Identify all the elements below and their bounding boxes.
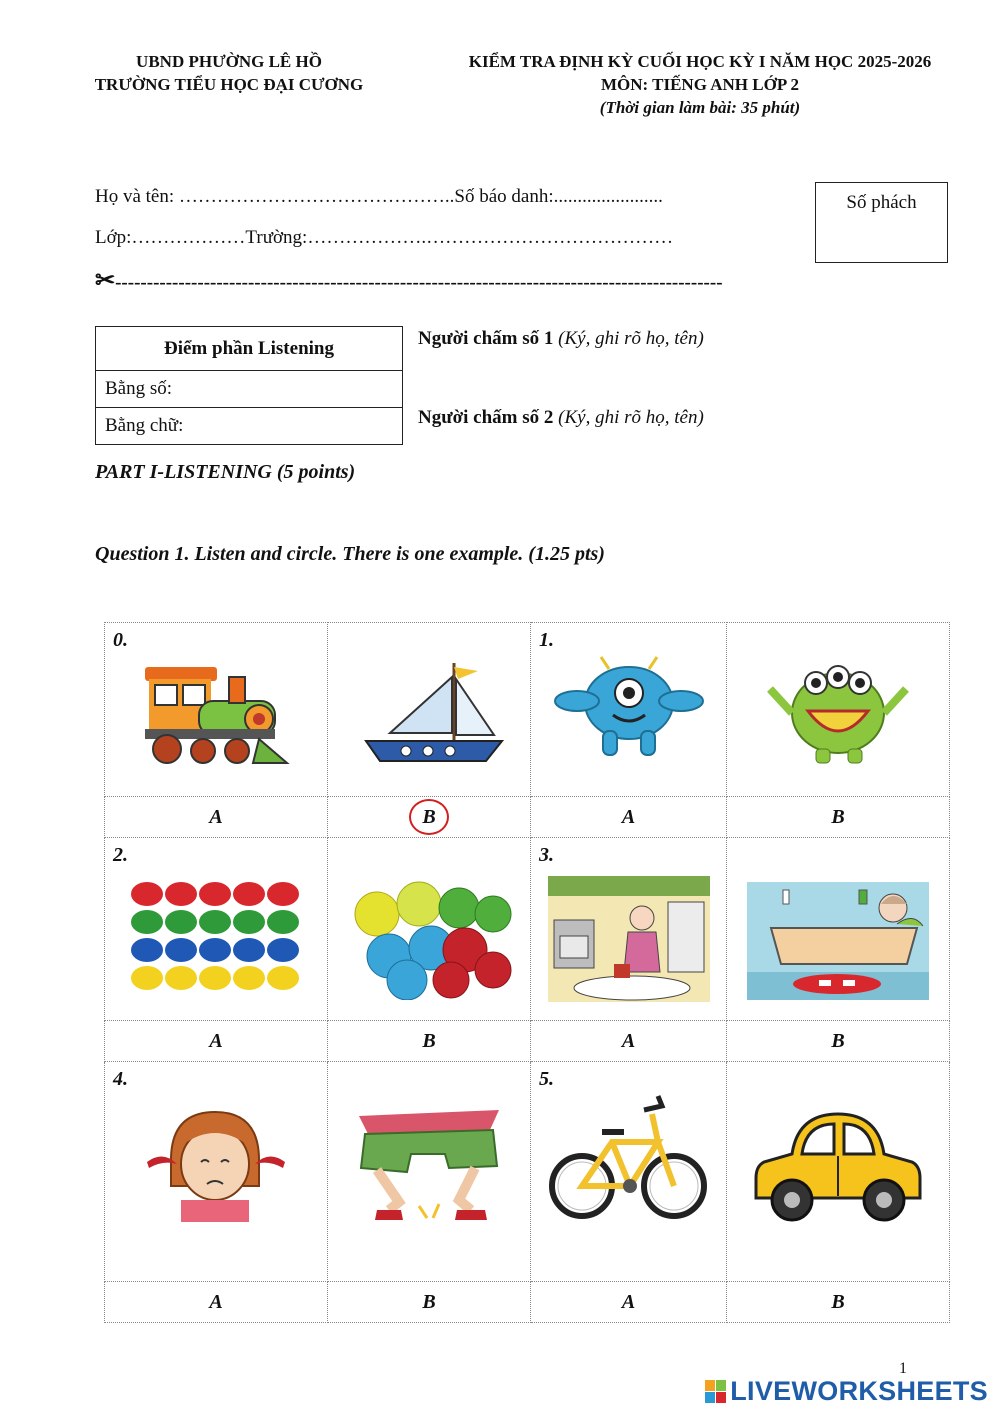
earache-girl-icon — [141, 1106, 291, 1222]
blue-monster-icon — [551, 653, 706, 763]
boat-icon — [354, 653, 504, 773]
q2-option-a[interactable]: A — [105, 1021, 328, 1062]
so-phach-label: Số phách — [846, 192, 917, 213]
q0-cell-a — [105, 623, 328, 797]
q5-number: 5. — [539, 1068, 554, 1090]
class-field-line[interactable]: Lớp:………………Trường:……………….………………………………… — [95, 227, 674, 248]
dashes: ------------------------------------------------------------------------------------------------ — [115, 272, 723, 293]
q4-option-a[interactable]: A — [105, 1282, 328, 1323]
score-by-words[interactable]: Bằng chữ: — [96, 408, 403, 445]
q5-option-a[interactable]: A — [531, 1282, 727, 1323]
kitchen-icon — [548, 876, 710, 1002]
grader-2-note: (Ký, ghi rõ họ, tên) — [558, 407, 704, 428]
name-field-line[interactable]: Họ và tên: ……………………………………..Số báo danh:....................... — [95, 186, 663, 207]
q3-number: 3. — [539, 844, 554, 866]
q2-option-b[interactable]: B — [328, 1021, 531, 1062]
grader-2 — [418, 407, 704, 429]
q3-cell-b — [727, 838, 950, 1021]
so-phach-box — [815, 182, 948, 263]
grader-1-label: Người chấm số 1 — [418, 328, 554, 349]
q4-number: 4. — [113, 1068, 128, 1090]
q5-option-b[interactable]: B — [727, 1282, 950, 1323]
exam-subject: MÔN: TIẾNG ANH LỚP 2 — [600, 75, 800, 94]
q0-number: 0. — [113, 629, 128, 651]
q1-cell-a — [531, 623, 727, 797]
q3-option-a[interactable]: A — [531, 1021, 727, 1062]
liveworksheets-logo[interactable] — [705, 1376, 988, 1407]
grader-1-note: (Ký, ghi rõ họ, tên) — [558, 328, 704, 349]
q4-option-b[interactable]: B — [328, 1282, 531, 1323]
grader-2-label: Người chấm số 2 — [418, 407, 554, 428]
exam-title-block — [420, 50, 980, 119]
beads-icon — [129, 878, 304, 996]
q1-option-a[interactable]: A — [531, 797, 727, 838]
q0-option-a[interactable]: A — [105, 797, 328, 838]
q2-cell-b — [328, 838, 531, 1021]
train-icon — [141, 653, 291, 775]
liveworksheets-logo-icon — [705, 1380, 727, 1404]
q1-cell-b — [727, 623, 950, 797]
q4-cell-a — [105, 1062, 328, 1282]
q5-cell-a — [531, 1062, 727, 1282]
exam-duration: (Thời gian làm bài: 35 phút) — [599, 98, 801, 117]
q4-cell-b — [328, 1062, 531, 1282]
page-number: 1 — [899, 1360, 907, 1377]
score-by-number[interactable]: Bằng số: — [96, 371, 403, 408]
question-title: Question 1. Listen and circle. There is one example. (1.25 pts) — [95, 543, 605, 565]
listening-score-table — [95, 326, 403, 445]
bathroom-icon — [747, 882, 929, 1000]
q2-number: 2. — [113, 844, 128, 866]
cut-line — [95, 266, 723, 295]
question-grid — [104, 622, 950, 1323]
q1-number: 1. — [539, 629, 554, 651]
green-monster-icon — [766, 653, 911, 768]
school-district — [70, 50, 388, 96]
school-name: TRƯỜNG TIỂU HỌC ĐẠI CƯƠNG — [94, 75, 364, 94]
q0-cell-b — [328, 623, 531, 797]
q3-option-b[interactable]: B — [727, 1021, 950, 1062]
exam-title: KIỂM TRA ĐỊNH KỲ CUỐI HỌC KỲ I NĂM HỌC 2025-2026 — [468, 52, 932, 71]
part-title: PART I-LISTENING (5 points) — [95, 461, 356, 483]
q0-option-b[interactable] — [328, 797, 531, 838]
q1-option-b[interactable]: B — [727, 797, 950, 838]
bicycle-icon — [546, 1092, 711, 1224]
balls-icon — [347, 878, 512, 1000]
q2-cell-a — [105, 838, 328, 1021]
q5-cell-b — [727, 1062, 950, 1282]
car-icon — [752, 1106, 924, 1226]
example-answer-circle: B — [409, 799, 449, 835]
sore-knees-icon — [349, 1106, 509, 1224]
grader-1 — [418, 328, 704, 350]
scissors-icon: ✂ — [95, 268, 116, 294]
score-title: Điểm phần Listening — [96, 327, 403, 371]
brand-name: LIVEWORKSHEETS — [730, 1376, 988, 1406]
district-name: UBND PHƯỜNG LÊ HỒ — [136, 52, 322, 71]
q3-cell-a — [531, 838, 727, 1021]
